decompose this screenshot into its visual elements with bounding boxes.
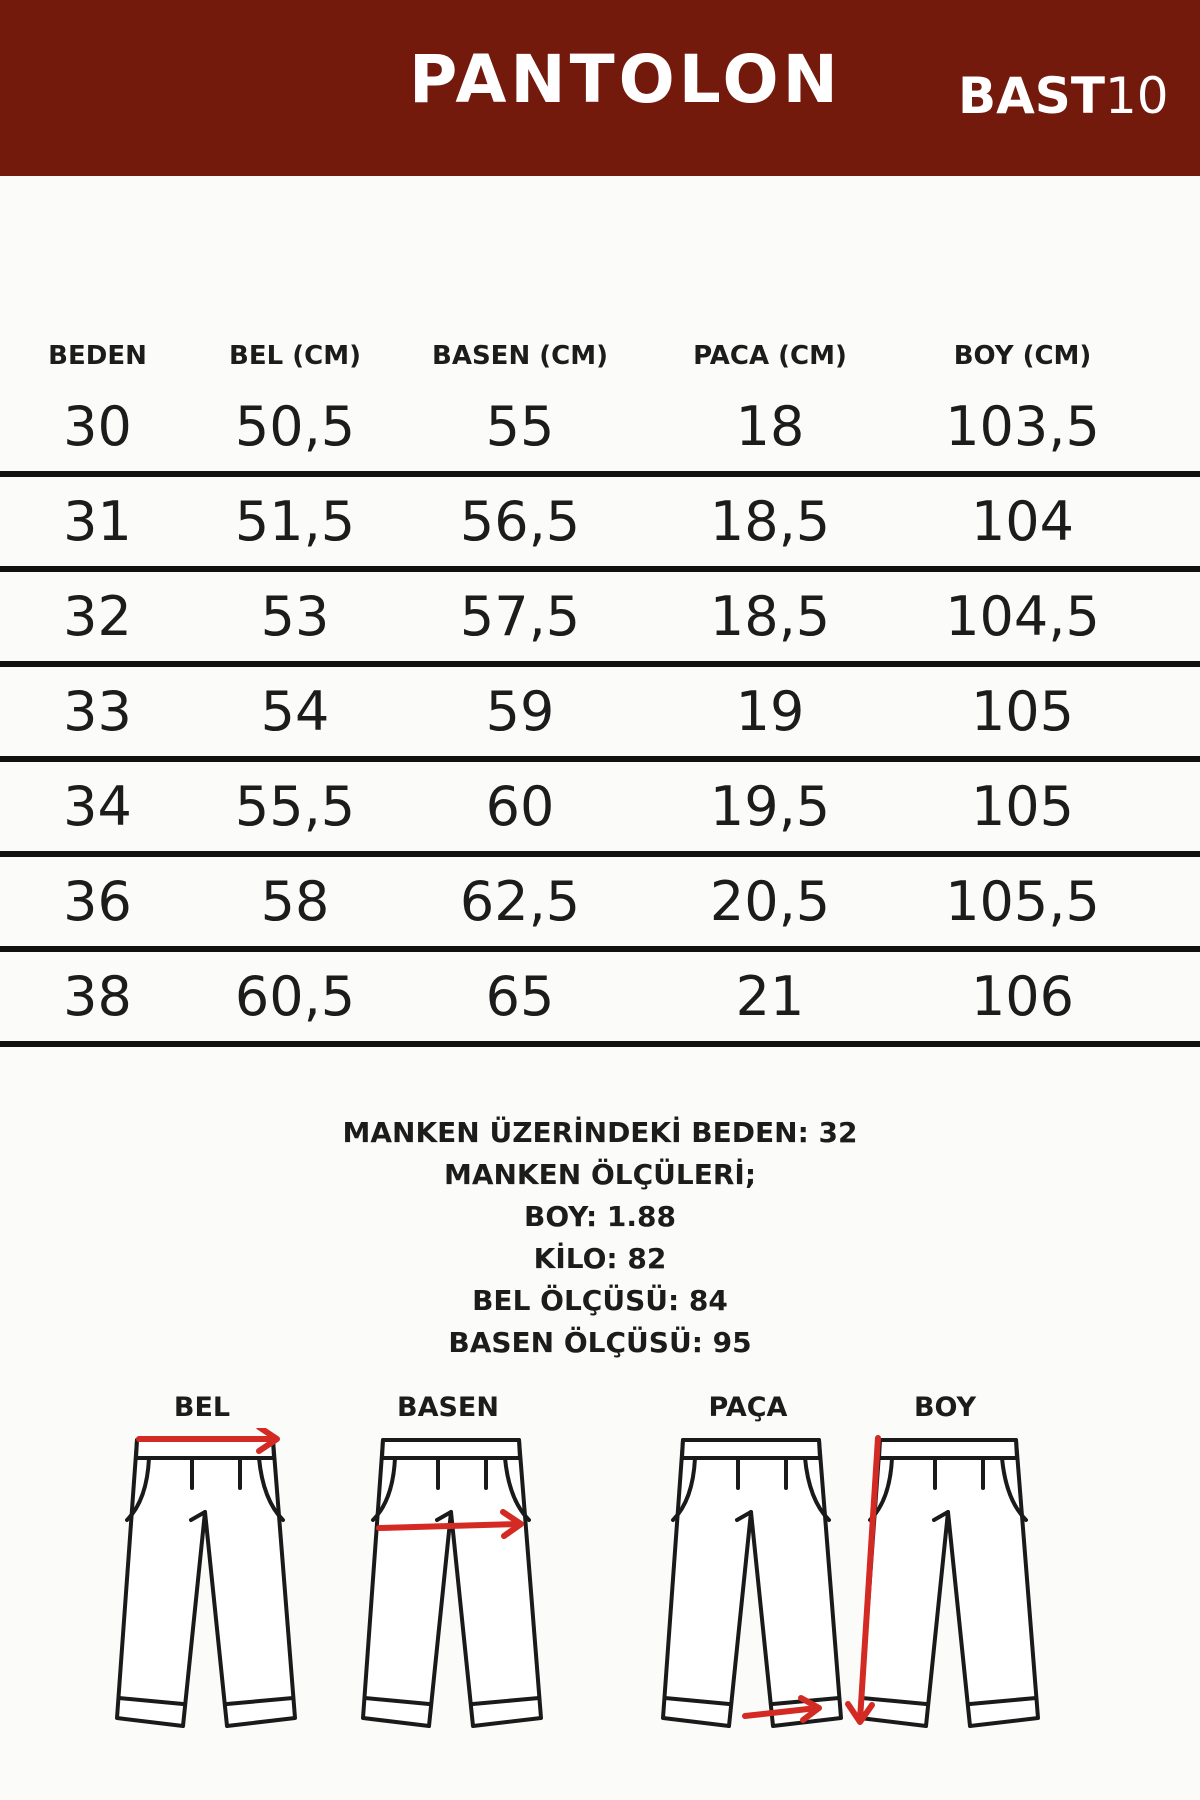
table-cell: 32 bbox=[63, 585, 132, 648]
table-cell: 18,5 bbox=[709, 490, 831, 553]
table-cell: 18,5 bbox=[709, 585, 831, 648]
model-hip-line: BASEN ÖLÇÜSÜ: 95 bbox=[448, 1326, 752, 1359]
table-header-row bbox=[0, 330, 1200, 382]
brand-logo-main: BAST bbox=[958, 67, 1105, 125]
column-header-beden: BEDEN bbox=[48, 341, 147, 371]
table-cell: 19 bbox=[735, 680, 805, 743]
model-waist-line: BEL ÖLÇÜSÜ: 84 bbox=[472, 1284, 728, 1317]
table-cell: 59 bbox=[485, 680, 555, 743]
model-info bbox=[0, 1112, 1200, 1364]
table-cell: 60 bbox=[485, 775, 555, 838]
column-header-paca: PACA (CM) bbox=[693, 341, 847, 371]
diagram-boy bbox=[830, 1390, 1060, 1750]
table-cell: 105 bbox=[970, 775, 1075, 838]
table-cell: 51,5 bbox=[234, 490, 356, 553]
table-cell: 20,5 bbox=[709, 870, 831, 933]
table-cell: 104,5 bbox=[945, 585, 1100, 648]
diagram-label-boy: BOY bbox=[913, 1392, 977, 1423]
table-cell: 38 bbox=[63, 965, 132, 1028]
table-cell: 62,5 bbox=[459, 870, 581, 933]
table-row bbox=[0, 667, 1200, 762]
table-cell: 55 bbox=[485, 395, 555, 458]
table-row bbox=[0, 952, 1200, 1047]
table-row bbox=[0, 857, 1200, 952]
measurement-guide bbox=[0, 1390, 1200, 1770]
table-cell: 104 bbox=[970, 490, 1075, 553]
model-height-line: BOY: 1.88 bbox=[523, 1200, 677, 1233]
model-measurements-heading: MANKEN ÖLÇÜLERİ; bbox=[443, 1158, 757, 1191]
page-title: PANTOLON bbox=[409, 41, 842, 118]
model-weight-line: KİLO: 82 bbox=[533, 1242, 667, 1275]
table-row bbox=[0, 477, 1200, 572]
table-cell: 34 bbox=[63, 775, 132, 838]
table-cell: 50,5 bbox=[234, 395, 356, 458]
size-table bbox=[0, 330, 1200, 1047]
diagram-bel bbox=[87, 1390, 317, 1750]
table-cell: 21 bbox=[735, 965, 805, 1028]
table-cell: 18 bbox=[735, 395, 805, 458]
column-header-bel: BEL (CM) bbox=[229, 341, 361, 371]
table-cell: 31 bbox=[63, 490, 132, 553]
table-cell: 33 bbox=[63, 680, 132, 743]
header-banner bbox=[0, 0, 1200, 176]
table-cell: 53 bbox=[260, 585, 330, 648]
table-cell: 36 bbox=[63, 870, 132, 933]
table-cell: 56,5 bbox=[459, 490, 581, 553]
table-row bbox=[0, 572, 1200, 667]
diagram-label-paca: PAÇA bbox=[708, 1392, 788, 1423]
table-cell: 30 bbox=[63, 395, 132, 458]
pants-hip-icon bbox=[333, 1428, 563, 1748]
table-row bbox=[0, 762, 1200, 857]
table-cell: 54 bbox=[260, 680, 330, 743]
table-row bbox=[0, 382, 1200, 477]
pants-hem-icon bbox=[633, 1428, 863, 1748]
table-cell: 103,5 bbox=[945, 395, 1100, 458]
table-cell: 19,5 bbox=[709, 775, 831, 838]
table-cell: 57,5 bbox=[459, 585, 581, 648]
diagram-basen bbox=[333, 1390, 563, 1750]
table-cell: 105 bbox=[970, 680, 1075, 743]
diagram-label-basen: BASEN bbox=[397, 1392, 499, 1423]
table-cell: 55,5 bbox=[234, 775, 356, 838]
pants-waist-icon bbox=[87, 1428, 317, 1748]
table-cell: 60,5 bbox=[234, 965, 356, 1028]
table-cell: 106 bbox=[970, 965, 1075, 1028]
column-header-basen: BASEN (CM) bbox=[432, 341, 608, 371]
diagram-label-bel: BEL bbox=[173, 1392, 231, 1423]
pants-length-icon bbox=[830, 1428, 1060, 1748]
table-cell: 65 bbox=[485, 965, 555, 1028]
brand-logo bbox=[958, 66, 1169, 126]
table-cell: 105,5 bbox=[945, 870, 1100, 933]
diagram-paca bbox=[633, 1390, 863, 1750]
model-size-line: MANKEN ÜZERİNDEKİ BEDEN: 32 bbox=[342, 1116, 858, 1149]
brand-logo-suffix: 10 bbox=[1104, 67, 1169, 125]
table-cell: 58 bbox=[260, 870, 330, 933]
column-header-boy: BOY (CM) bbox=[953, 341, 1092, 371]
